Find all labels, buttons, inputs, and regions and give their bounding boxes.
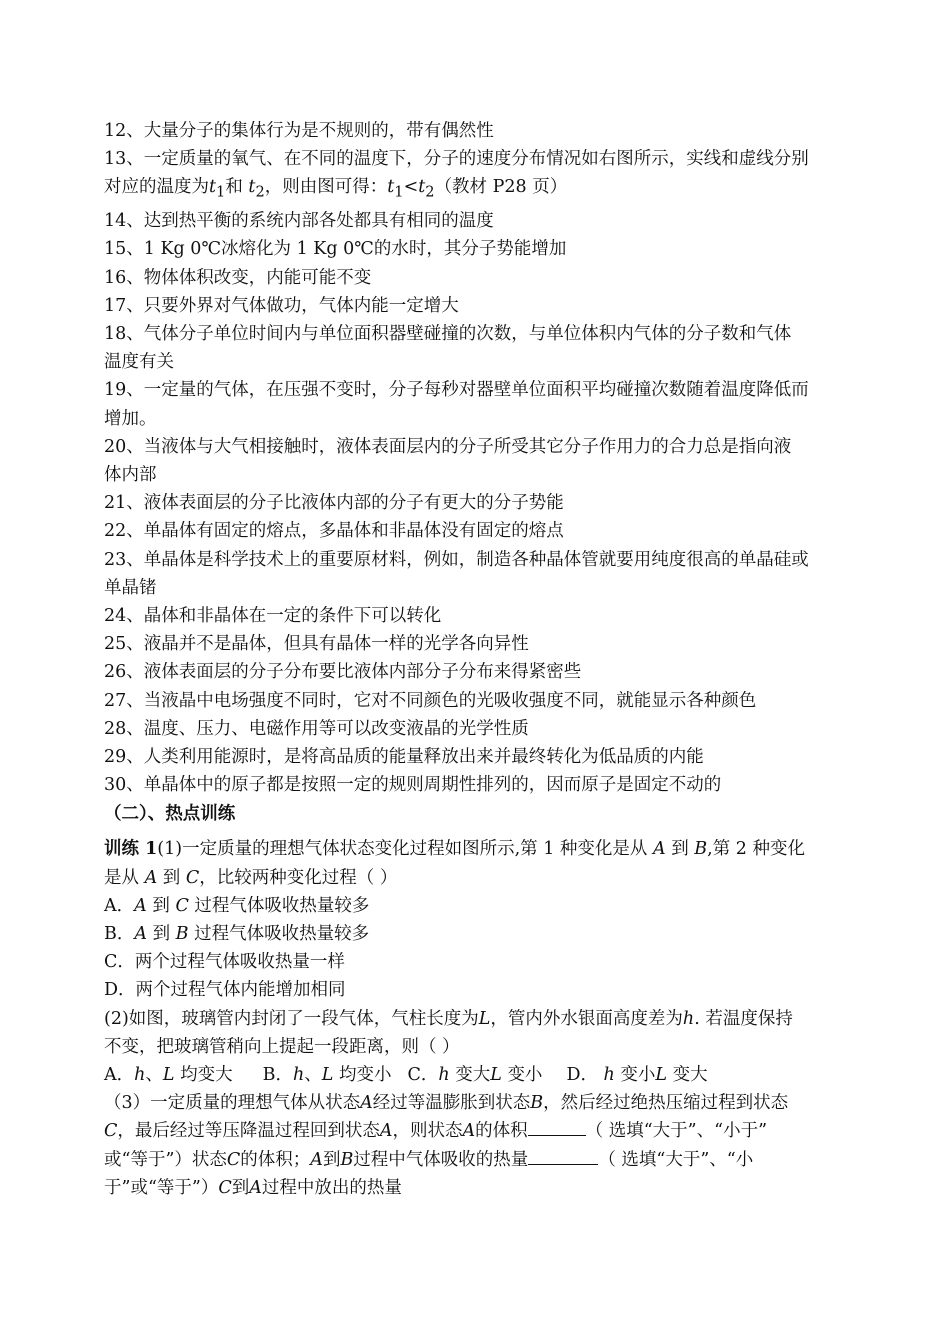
training-label: 训练 1 xyxy=(104,839,158,860)
statement-13-line1: 13、一定质量的氧气、在不同的温度下，分子的速度分布情况如右图所示，实线和虚线分别 xyxy=(104,149,809,170)
statement-20-line2: 体内部 xyxy=(104,464,157,485)
statement-16: 16、物体体积改变，内能可能不变 xyxy=(104,267,372,288)
q3-line2: C，最后经过等压降温过程回到状态A，则状态A的体积 （ 选填“大于”、“小于” xyxy=(104,1121,768,1142)
q3-line1: （3）一定质量的理想气体从状态A经过等温膨胀到状态B，然后经过绝热压缩过程到状态 xyxy=(104,1093,789,1114)
statement-21: 21、液体表面层的分子比液体内部的分子有更大的分子势能 xyxy=(104,493,564,514)
q1-line2: 是从 A 到 C，比较两种变化过程（ ） xyxy=(104,867,398,888)
q2-line1: (2)如图，玻璃管内封闭了一段气体，气柱长度为L，管内外水银面高度差为h. 若温度保持 xyxy=(104,1008,793,1029)
q1-option-c: C．两个过程气体吸收热量一样 xyxy=(104,952,345,973)
statement-24: 24、晶体和非晶体在一定的条件下可以转化 xyxy=(104,605,442,626)
q3-line4: 于”或“等于”）C到A过程中放出的热量 xyxy=(104,1177,402,1198)
statement-13-line2: 对应的温度为$t_1$和 $t_2$，则由图可得：$t_1<t_2$（教材 P28 页） xyxy=(104,177,568,201)
q1-line1: 训练 1(1)一定质量的理想气体状态变化过程如图所示,第 1 种变化是从 A 到 B,第 2 种变化 xyxy=(104,839,805,860)
statement-19-line1: 19、一定量的气体，在压强不变时，分子每秒对器壁单位面积平均碰撞次数随着温度降低而 xyxy=(104,380,809,401)
statement-25: 25、液晶并不是晶体，但具有晶体一样的光学各向异性 xyxy=(104,634,529,655)
q3-line3: 或“等于”）状态C的体积；A到B过程中气体吸收的热量 （ 选填“大于”、“小 xyxy=(104,1149,754,1170)
statement-22: 22、单晶体有固定的熔点，多晶体和非晶体没有固定的熔点 xyxy=(104,521,564,542)
q2-line2: 不变，把玻璃管稍向上提起一段距离，则（ ） xyxy=(104,1036,460,1057)
statement-18-line2: 温度有关 xyxy=(104,352,174,373)
q1-option-b: B．A 到 B 过程气体吸收热量较多 xyxy=(104,923,370,944)
statement-12: 12、大量分子的集体行为是不规则的，带有偶然性 xyxy=(104,121,494,141)
statement-19-line2: 增加。 xyxy=(104,408,157,429)
statement-15: 15、1 Kg 0℃冰熔化为 1 Kg 0℃的水时，其分子势能增加 xyxy=(104,239,567,260)
answer-blank-2[interactable] xyxy=(528,1148,598,1165)
statement-20-line1: 20、当液体与大气相接触时，液体表面层内的分子所受其它分子作用力的合力总是指向液 xyxy=(104,436,792,457)
answer-blank-1[interactable] xyxy=(528,1119,586,1136)
q1-option-a: A．A 到 C 过程气体吸收热量较多 xyxy=(104,895,370,916)
statement-27: 27、当液晶中电场强度不同时，它对不同颜色的光吸收强度不同，就能显示各种颜色 xyxy=(104,690,757,711)
statement-17: 17、只要外界对气体做功，气体内能一定增大 xyxy=(104,295,459,316)
q2-options: A．h、L 均变大 B．h、L 均变小 C．h 变大L 变小 D． h 变小L 变大 xyxy=(104,1065,708,1085)
statement-29: 29、人类利用能源时，是将高品质的能量释放出来并最终转化为低品质的内能 xyxy=(104,746,704,767)
statement-28: 28、温度、压力、电磁作用等可以改变液晶的光学性质 xyxy=(104,718,529,739)
statement-14: 14、达到热平衡的系统内部各处都具有相同的温度 xyxy=(104,211,494,232)
statement-30: 30、单晶体中的原子都是按照一定的规则周期性排列的，因而原子是固定不动的 xyxy=(104,775,722,796)
statement-18-line1: 18、气体分子单位时间内与单位面积器壁碰撞的次数，与单位体积内气体的分子数和气体 xyxy=(104,323,792,344)
section-heading: （二）、热点训练 xyxy=(104,804,236,825)
statement-26: 26、液体表面层的分子分布要比液体内部分子分布来得紧密些 xyxy=(104,662,582,683)
q1-option-d: D．两个过程气体内能增加相同 xyxy=(104,980,346,1001)
statement-23-line2: 单晶锗 xyxy=(104,577,157,598)
statement-23-line1: 23、单晶体是科学技术上的重要原材料，例如，制造各种晶体管就要用纯度很高的单晶硅或 xyxy=(104,549,809,570)
content-column xyxy=(104,117,850,1202)
